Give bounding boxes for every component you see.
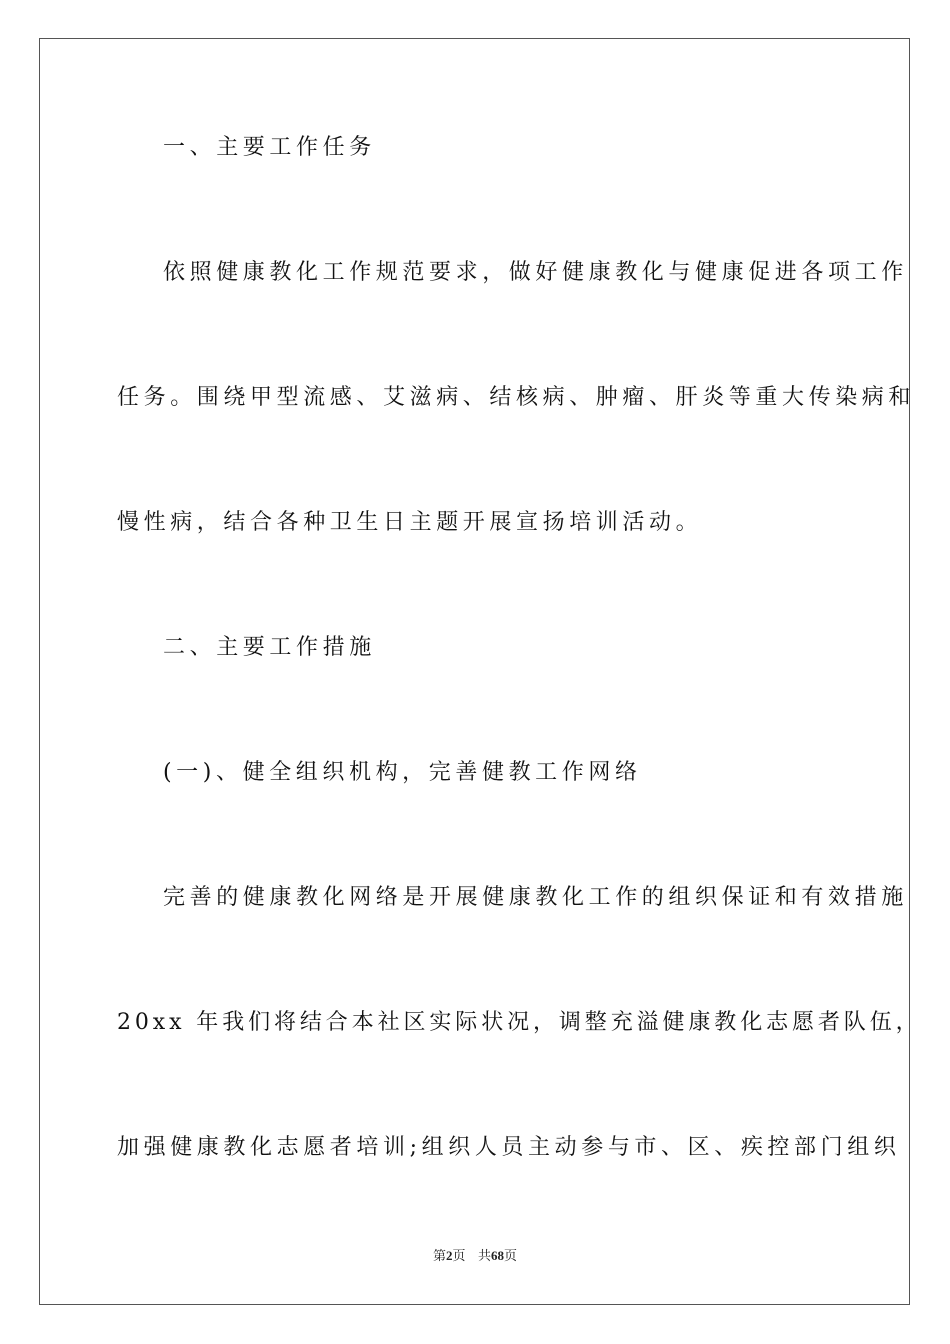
total-prefix: 共 [477,1249,491,1264]
paragraph-line: 20xx 年我们将结合本社区实际状况，调整充溢健康教化志愿者队伍， [117,1010,922,1035]
total-pages: 68 [490,1248,504,1263]
page-number: 2 [446,1248,453,1263]
paragraph-line: 依照健康教化工作规范要求，做好健康教化与健康促进各项工作 [163,260,908,285]
paragraph-line: 慢性病，结合各种卫生日主题开展宣扬培训活动。 [117,510,703,535]
page-footer [0,1247,950,1266]
total-suffix: 页 [503,1249,517,1264]
paragraph-line: 加强健康教化志愿者培训;组织人员主动参与市、区、疾控部门组织 [117,1135,901,1160]
section-heading-2: 二、主要工作措施 [163,635,376,660]
page-prefix: 第 [433,1249,447,1264]
paragraph-line: 完善的健康教化网络是开展健康教化工作的组织保证和有效措施 [163,885,908,910]
page-frame [39,38,910,1305]
paragraph-line: 任务。围绕甲型流感、艾滋病、结核病、肿瘤、肝炎等重大传染病和 [117,385,916,410]
subsection-heading: (一)、健全组织机构，完善健教工作网络 [163,760,642,785]
page-suffix: 页 [452,1249,466,1264]
section-heading-1: 一、主要工作任务 [163,135,376,160]
